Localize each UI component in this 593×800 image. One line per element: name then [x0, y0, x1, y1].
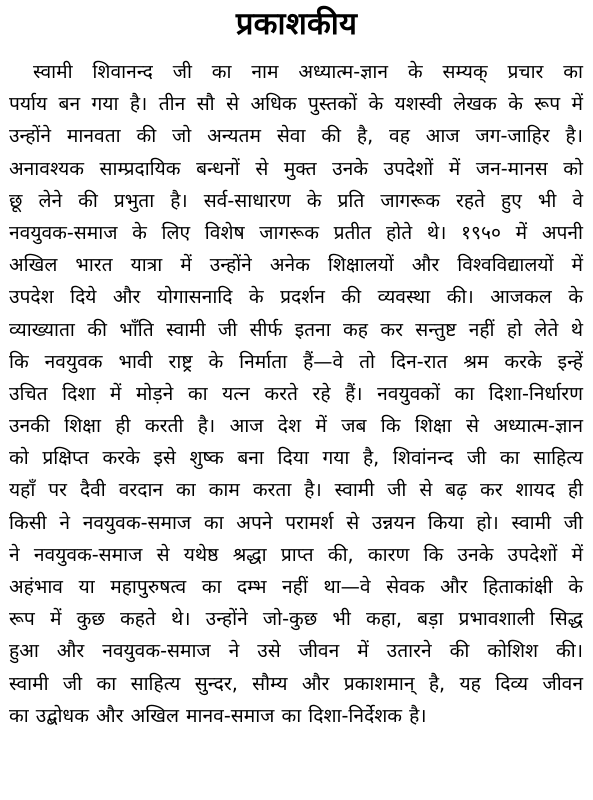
text-line: हुआ और नवयुवक-समाज ने उसे जीवन में उतारने की कोशिश की। [9, 639, 583, 663]
text-line: व्याख्याता की भाँति स्वामी जी सीर्फ इतना कह कर सन्तुष्ट नहीं हो लेते थे [9, 317, 583, 341]
text-line: रूप में कुछ कहते थे। उन्होंने जो-कुछ भी कहा, बड़ा प्रभावशाली सिद्ध [9, 607, 583, 631]
text-line: उचित दिशा में मोड़ने का यत्न करते रहे हैं। नवयुवकों का दिशा-निर्धारण [9, 381, 583, 405]
text-line: उपदेश दिये और योगासनादि के प्रदर्शन की व्यवस्था की। आजकल के [9, 285, 583, 309]
text-line: यहाँ पर दैवी वरदान का काम करता है। स्वामी जी से बढ़ कर शायद ही [9, 478, 583, 502]
text-line: स्वामी जी का साहित्य सुन्दर, सौम्य और प्रकाशमान् है, यह दिव्य जीवन [9, 671, 583, 695]
text-line: नवयुवक-समाज के लिए विशेष जागरूक प्रतीत होते थे। १९५० में अपनी [9, 220, 583, 244]
text-line: अहंभाव या महापुरुषत्व का दम्भ नहीं था—वे सेवक और हिताकांक्षी के [9, 575, 583, 598]
page-title: प्रकाशकीय [235, 6, 358, 42]
text-line: को प्रक्षिप्त करके इसे शुष्क बना दिया गया है, शिवांनन्द जी का साहित्य [9, 446, 583, 470]
text-line: छू लेने की प्रभुता है। सर्व-साधारण के प्रति जागरूक रहते हुए भी वे [9, 188, 583, 212]
text-line: कि नवयुवक भावी राष्ट्र के निर्माता हैं—वे तो दिन-रात श्रम करके इन्हें [9, 349, 583, 373]
text-line: स्वामी शिवानन्द जी का नाम अध्यात्म-ज्ञान के सम्यक् प्रचार का [33, 60, 583, 83]
text-line: ने नवयुवक-समाज से यथेष्ठ श्रद्धा प्राप्त की, कारण कि उनके उपदेशों में [9, 542, 583, 566]
text-line: उनकी शिक्षा ही करती है। आज देश में जब कि शिक्षा से अध्यात्म-ज्ञान [9, 414, 583, 438]
body-paragraph [9, 56, 583, 732]
text-line: अनावश्यक साम्प्रदायिक बन्धनों से मुक्त उनके उपदेशों में जन-मानस को [9, 156, 583, 180]
text-line: किसी ने नवयुवक-समाज का अपने परामर्श से उन्नयन किया हो। स्वामी जी [9, 510, 583, 534]
text-line: उन्होंने मानवता की जो अन्यतम सेवा की है, वह आज जग-जाहिर है। [9, 124, 583, 148]
text-line: का उद्बोधक और अखिल मानव-समाज का दिशा-निर्देशक है। [9, 703, 427, 727]
text-line: अखिल भारत यात्रा में उन्होंने अनेक शिक्षालयों और विश्वविद्यालयों में [9, 253, 583, 277]
text-line: पर्याय बन गया है। तीन सौ से अधिक पुस्तकों के यशस्वी लेखक के रूप में [9, 92, 583, 116]
